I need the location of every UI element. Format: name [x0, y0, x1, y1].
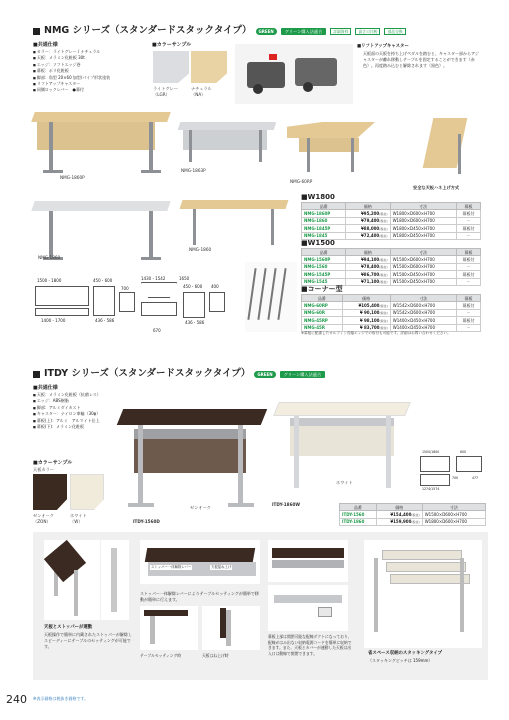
feature-text-duct: 幕板上部は開閉可能な配線ダクトになっており、配線がはみ出ない収納電源コードを簡単に収納できます。また、天板とカバーが連動した天板は出入口は動線で開閉できます。	[268, 634, 352, 657]
dim-text: 400	[211, 284, 219, 289]
photo-itdy-1560d	[114, 405, 266, 515]
caster-text: 天板面の天板を持ち上げペダルを踏むと、キャスター部からアジャスターが離れ移動しテーブルを固定することができます（赤色）。再度踏み込むと解除されます（黒色）。	[363, 51, 479, 68]
feature-title-stacking: 省スペース収納のスタッキングタイプ	[368, 651, 442, 656]
dim-text: 1274/1574	[422, 487, 440, 491]
table-row: NMG-1860 ¥79,400(税抜) W1800×D600×H700 －	[302, 217, 481, 224]
spec-item: ■ エッジ：ABS樹脂	[33, 398, 101, 404]
green-purchase-tag: グリーン購入法適合	[280, 371, 326, 379]
dim-text: 600	[460, 450, 467, 454]
table-row: ITDY-1860 ¥159,900(税抜) W1800×D600×H700	[340, 518, 486, 525]
itdy-spec-list	[33, 392, 101, 430]
caster-photo	[235, 44, 353, 104]
nmg-spec-heading: ■共通仕様	[33, 42, 58, 48]
stacking-drawing	[245, 262, 297, 332]
dim-text: 1500・1800	[37, 278, 62, 283]
color-swatch-na	[191, 51, 227, 83]
color-name-zon: ゼンオーク	[33, 513, 54, 518]
dim-text: 450・600	[183, 284, 203, 289]
callout-lever: ストッパー一体解除レバー	[151, 565, 192, 569]
page-footnote: ※表示価格は税抜き価格です。	[33, 696, 89, 701]
table-row: NMG-1545 ¥71,100(税抜) W1500×D450×H700 －	[302, 278, 481, 285]
square-bullet-icon	[33, 371, 40, 378]
feature-photo-flipped	[202, 606, 260, 650]
safety-caption: 安全な天板ハネ上げ方式	[413, 185, 460, 190]
table-row: NMG-60RP ¥105,400(税抜) W1542×D600×H700 幕板付	[302, 302, 481, 309]
spec-item: ■ 同側ロックレバー ●幕付	[33, 87, 110, 93]
table-row: ITDY-1560 ¥154,400(税抜) W1500×D600×H700	[340, 511, 486, 518]
w1500-heading: ■W1500	[301, 239, 335, 247]
color-code-w: （W）	[70, 519, 83, 524]
spec-item: ■ 幕板：ポリ化粧板	[33, 68, 110, 74]
label-nmg-1860p: NMG-1860P	[60, 175, 85, 180]
dim-text: 1500/1800	[422, 450, 440, 454]
feature-photo-stacking	[364, 540, 482, 648]
spec-item: ■ カラー：ライトグレー / ナチュラル	[33, 49, 110, 55]
label-nmg-1860-a: NMG-1860	[38, 255, 61, 260]
square-bullet-icon	[33, 28, 40, 35]
dim-text: 1650	[179, 276, 190, 281]
parts-tag: 部品交換	[384, 28, 405, 35]
w1800-heading: ■W1800	[301, 193, 335, 201]
itdy-price-table: 品番 価格 寸法 ITDY-1560 ¥154,400(税抜) W1500×D600×H700 ITDY-1860 ¥159,900(税抜) W1800×D600×H700	[339, 503, 486, 526]
nmg-title: NMG シリーズ（スタンダードスタックタイプ）	[44, 25, 252, 36]
spec-item: ■ キャスター：ナイロン車輪（30φ）	[33, 411, 101, 417]
dim-text: 436・586	[185, 320, 205, 325]
color-code-lgr: （LGR）	[153, 92, 170, 97]
label-white: ホワイト	[336, 480, 353, 485]
callout-flip: 天板揺ね上げ	[211, 565, 232, 569]
spec-item: ■ 幕板(下)：メラミン化粧板	[33, 424, 101, 430]
dim-text: 436・586	[95, 318, 115, 323]
photo-safety-flip	[420, 118, 476, 178]
table-row: NMG-45R ¥ 83,700(税抜) W1400×D450×H700 －	[302, 324, 481, 331]
color-code-zon: （ZON）	[33, 519, 51, 524]
nmg-section-header	[33, 25, 406, 38]
table-row: NMG-1545P ¥86,700(税抜) W1500×D450×H700 幕板付	[302, 271, 481, 278]
photo-nmg-1860p	[33, 108, 173, 178]
spec-item: ■ 天板：メラミン化粧板 30t	[33, 55, 110, 61]
caption-flipped: 天板はね上げ時	[202, 653, 229, 658]
dim-text: 477	[472, 476, 479, 480]
itdy-dimension-drawing	[420, 450, 486, 492]
itdy-color-sub: 天板カラー	[33, 467, 54, 472]
itdy-spec-heading: ■共通仕様	[33, 385, 58, 391]
table-row: NMG-1560P ¥94,100(税抜) W1500×D600×H700 幕板付	[302, 256, 481, 263]
table-row: NMG-45RP ¥ 98,100(税抜) W1400×D450×H700 幕板付	[302, 317, 481, 324]
feature-photo-stopper	[44, 540, 100, 620]
label-itdy-1860w: ITDY-1860W	[272, 502, 301, 507]
dim-text: 700	[121, 286, 129, 291]
w1500-table: 品番 価格 寸法 幕板 NMG-1560P ¥94,100(税抜) W1500×D600×H700 幕板付 NMG-1560 ¥78,400(税抜) W1500×D600×H700 － NMG-1545P ¥86,700(税抜) W1500×D450×H700 幕板付 NMG-1545 ¥71,100(税抜) W1500×D450×H700 －	[301, 248, 481, 286]
table-row: NMG-1560 ¥78,400(税抜) W1500×D600×H700 －	[302, 263, 481, 270]
itdy-title: ITDY シリーズ（スタンダードスタックタイプ）	[44, 368, 251, 379]
dim-text: 450・600	[93, 278, 113, 283]
color-swatch-zon	[33, 474, 67, 510]
feature-photo-duct	[268, 540, 348, 582]
dim-text: 1400・1700	[41, 318, 66, 323]
photo-nmg-1860-natural	[181, 196, 289, 250]
spec-item: ■ 天板：メラミン化粧板（抗菌レス）	[33, 392, 101, 398]
dim-text: 670	[153, 328, 161, 333]
page-number: 240	[6, 693, 27, 706]
green-purchase-tag: グリーン購入法適合	[281, 28, 327, 36]
dim-text: 1430・1542	[141, 276, 166, 281]
caption-setting: テーブルセッティング時	[140, 653, 182, 658]
photo-nmg-60rp	[287, 120, 377, 176]
w1800-table: 品番 価格 寸法 幕板 NMG-1860P ¥95,200(税抜) W1800×D600×H700 幕板付 NMG-1860 ¥79,400(税抜) W1800×D600×H700 － NMG-1845P ¥88,000(税抜) W1800×D450×H700 幕板付 NMG-1845 ¥72,400(税抜) W1800×D450×H700 －	[301, 202, 481, 240]
color-code-na: （NA）	[191, 92, 206, 97]
corner-heading: ■コーナー型	[301, 285, 343, 293]
feature-photo-setting	[140, 606, 198, 650]
spec-item: ■ 脚部：角型 20×60 加型/パイプ形状塗装	[33, 75, 110, 81]
photo-nmg-1863p	[179, 118, 277, 166]
feature-photo-cable	[268, 585, 348, 631]
table-row: NMG-1845P ¥88,000(税抜) W1800×D450×H700 幕板付	[302, 225, 481, 232]
feature-text-stopper: 天板操作で簡単に内蔵されたストッパーが解除しスピーディーにテーブルのセッティングが可能です。	[44, 632, 132, 649]
feature-title-stopper: 天板とストッパーが連動	[44, 625, 93, 630]
nmg-color-heading: ■カラーサンプル	[152, 42, 192, 48]
label-zenoak: ゼンオーク	[190, 505, 211, 510]
spec-item: ■ 幕板(上)：アルミ アルマイト仕上	[33, 418, 101, 424]
spec-item: ■ リフトアップキャスター	[33, 81, 110, 87]
feature-text-stacking: （スタッキングピッチは 159mm）	[368, 658, 433, 663]
color-name-na: ナチュラル	[191, 86, 212, 91]
color-swatch-w	[70, 474, 104, 510]
table-row: NMG-60R ¥ 90,100(税抜) W1542×D600×H700 －	[302, 309, 481, 316]
label-nmg-1863p: NMG-1863P	[181, 168, 206, 173]
itdy-color-heading: ■カラーサンプル	[33, 460, 73, 466]
nmg-footnote: ※幕板に配慮したオルフィン長幅エッジでの取付も可能です。詳細はお問い合わせください。	[301, 331, 451, 335]
table-row: NMG-1845 ¥72,400(税抜) W1800×D450×H700 －	[302, 232, 481, 239]
color-swatch-lgr	[153, 51, 189, 83]
corner-table: 品番 価格 寸法 幕板 NMG-60RP ¥105,400(税抜) W1542×D600×H700 幕板付 NMG-60R ¥ 90,100(税抜) W1542×D600×H700 － NMG-45RP ¥ 98,100(税抜) W1400×D450×H700 幕板付 NMG-45R ¥ 83,700(税抜) W1400×D450×H700 －	[301, 294, 481, 332]
color-name-lgr: ライトグレー	[153, 86, 178, 91]
label-itdy-1560d: ITDY-1560D	[133, 519, 160, 524]
dim-text: 700	[452, 476, 459, 480]
color-name-w: ホワイト	[70, 513, 87, 518]
green-mark-icon: GREEN	[256, 28, 277, 35]
itdy-section-header	[33, 368, 325, 381]
spec-item: ■ エッジ：ソフトエッジ巻	[33, 62, 110, 68]
label-nmg-1860-b: NMG-1860	[189, 247, 212, 252]
height-tag: 高さの比較	[355, 28, 380, 35]
feature-photo-stopper-detail	[101, 540, 129, 620]
spec-item: ■ 脚部：アルミダイカスト	[33, 405, 101, 411]
feature-photo-lever	[140, 540, 260, 584]
table-row: NMG-1860P ¥95,200(税抜) W1800×D600×H700 幕板付	[302, 210, 481, 217]
feature-text-lever: ストッパー一体解除レバーによりテーブルセッティングが簡単で移動が簡単に行えます。	[140, 591, 259, 602]
nmg-spec-list	[33, 49, 110, 94]
caster-title: ■リフトアップキャスター	[357, 44, 409, 49]
green-mark-icon: GREEN	[254, 371, 275, 378]
label-nmg-60rp: NMG-60RP	[290, 179, 313, 184]
detail-tag: 詳細資料	[330, 28, 351, 35]
